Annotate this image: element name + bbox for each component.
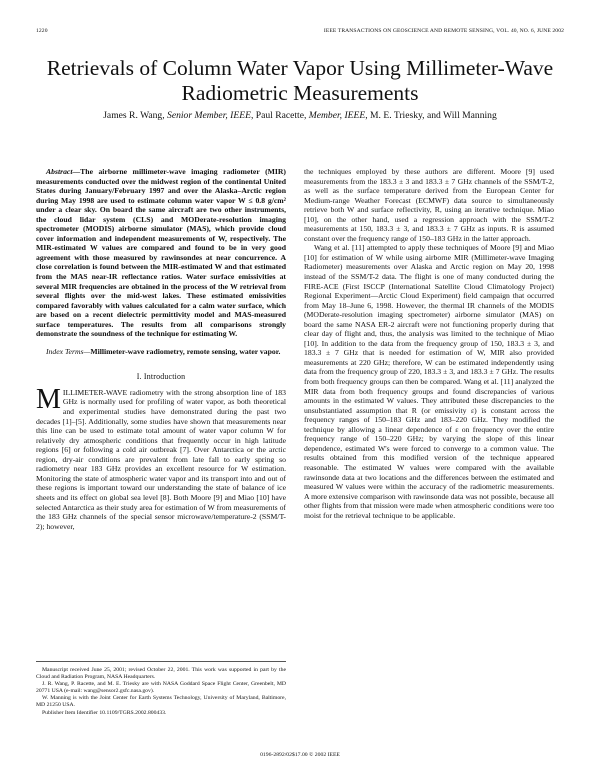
- index-terms-label: Index Terms—: [46, 346, 91, 356]
- section-heading-introduction: I. Introduction: [136, 372, 186, 382]
- footnote-affiliation-1: J. R. Wang, P. Racette, and M. E. Triesky are with NASA Goddard Space Flight Center, Greenbelt, MD 20771 USA (e-mail: wang@sensor2.gsfc.nasa.gov).: [36, 681, 286, 695]
- index-terms: [36, 347, 286, 357]
- paper-title: Retrievals of Column Water Vapor Using Millimeter-Wave Radiometric Measurements: [46, 56, 554, 105]
- intro-text: ILLIMETER-WAVE radiometry with the strong absorption line of 183 GHz is normally used for profiling of water vapor, as both theoretical and experimental studies have demonstrated during the past two decades [1]–[5]. Additionally, some studies have shown that measurements near this line can be used to estimate total amount of water vapor column W for relatively dry atmospheric conditions that frequently occur in high latitude regions [6] or following a cold air outbreak [7]. Over Antarctica or the arctic region, dry-air conditions are prevalent from late fall to early spring so radiometry near 183 GHz provides an excellent resource for W estimation. Monitoring the state of atmospheric water vapor and its transport into and out of these regions is important toward our understanding the state of balance of ice sheets and its effect on global sea level [8]. Both Moore [9] and Miao [10] have selected Antarctica as their study area for estimation of W from measurements of the 183 GHz channels of the special sensor microwave/temperature-2 (SSM/T-2); however,: [36, 387, 286, 531]
- running-header: [36, 28, 564, 35]
- footnote-affiliation-2: W. Manning is with the Joint Center for Earth Systems Technology, University of Maryland, Baltimore, MD 21250 USA.: [36, 695, 286, 709]
- abstract-text: The airborne millimeter-wave imaging radiometer (MIR) measurements conducted over the midwest region of the continental United States during January/February 1997 and over the Alaska–Arctic region during May 1998 are used to estimate column water vapor W ≤ 0.8 g/cm² under a clear sky. On board the same aircraft are two other instruments, the cloud lidar system (CLS) and MODerate-resolution imaging spectrometer (MODIS) airborne simulator (MAS), which provide cloud cover information and independent measurements of W, respectively. The MIR-estimated W values are compared and found to be in very good agreement with those measured by rawinsondes at near concurrence. A close correlation is found between the MIR-estimated W and that estimated from the MAS near-IR reflectance ratios. Water surface emissivities at several MIR frequencies are obtained in the process of the W retrieval from several flights over the mid-west lakes. These estimated emissivities compared favorably with values calculated for a calm water surface, which are based on a recent dielectric permittivity model and MAS-measured surface temperatures. The results from all comparisons strongly demonstrate the soundness of the technique for estimating W.: [36, 167, 286, 339]
- intro-paragraph: [36, 383, 286, 531]
- author-3: , M. E. Triesky, and Will Manning: [365, 110, 497, 121]
- footnote-publisher-id: Publisher Item Identifier 10.1109/TGRS.2002.800433.: [42, 709, 167, 716]
- author-1: James R. Wang,: [103, 110, 168, 121]
- drop-cap: M: [36, 383, 61, 415]
- author-2: , Paul Racette,: [250, 110, 309, 121]
- right-column: [304, 167, 554, 520]
- author-1-role: Senior Member, IEEE: [167, 110, 251, 121]
- left-column: [36, 167, 286, 531]
- footnotes: [36, 667, 286, 717]
- author-line: [36, 110, 564, 122]
- index-terms-text: Millimeter-wave radiometry, remote sensing, water vapor.: [90, 346, 281, 356]
- right-paragraph-1: the techniques employed by these authors are different. Moore [9] used measurements from the 183.3 ± 3 and 183.3 ± 7 GHz channels of the SSM/T-2, as well as the surface temperature derived from the European Center for Medium-range Weather Forecast (ECMWF) data source to simultaneously retrieve both W and surface reflectivity, R, using an iterative technique. Miao [10], on the other hand, used a regression approach with the SSM/T-2 measurements at 150, 183.3 ± 3, and 183.3 ± 7 GHz as inputs. R is assumed constant over the frequency range of 150–183 GHz in the latter approach.: [304, 167, 554, 243]
- journal-name: IEEE TRANSACTIONS ON GEOSCIENCE AND REMOTE SENSING, VOL. 40, NO. 6, JUNE 2002: [323, 28, 564, 34]
- abstract-label: Abstract—: [46, 167, 81, 176]
- abstract: [36, 167, 286, 339]
- author-2-role: Member, IEEE: [308, 110, 366, 121]
- page-number: 1220: [36, 28, 48, 34]
- right-paragraph-2: Wang et al. [11] attempted to apply these techniques of Moore [9] and Miao [10] for estimation of W while using airborne MIR (Millimeter-wave Imaging Radiometer) measurements over Alaska and Arctic region on May 20, 1998 instead of the SSM/T-2 data. The flight is one of many conducted during the FIRE-ACE (First ISCCP (International Satellite Cloud Climatology Project) Regional Experiment—Arctic Cloud Experiment) field campaign that occurred from May 18–June 6, 1998. However, the thermal IR channels of the MODIS (MODerate-resolution imaging spectrometer) airborne simulator (MAS) on board the same NASA ER-2 aircraft were not functioning properly during that clear day of flight and, thus, the analysis was limited to the technique of Miao [10]. In addition to the data from the frequency group of 150, 183.3 ± 3, and 183.3 ± 7 GHz that is needed for estimation of W, MIR also provided measurements at 220 GHz; therefore, W can be estimated independently using data from the frequency group of 220, 183.3 ± 3, and 183.3 ± 7 GHz. The results from both frequency groups can then be compared. Wang et al. [11] analyzed the MIR data from both frequency groups and found discrepancies of various amounts in the estimated W values. They attributed these discrepancies to the unsubstantiated assumption that R (or emissivity ε) is constant across the frequency ranges of 150–183 GHz and 183–220 GHz. They modified the technique by allowing a linear dependence of ε on frequency over the entire frequency range of 150–220 GHz; by varying the slope of this linear dependence, estimated W's were forced to converge to a common value. The results obtained from this modified version of the technique appeared reasonable. The estimated W values were compared with the available rawinsonde data at two locations and the differences between the estimated and measured W values were within the accuracy of the radiometric measurements. A more extensive comparison with rawinsonde data was not possible, because all other flights from that mission were made when atmospheric conditions were too moist for the retrieval technique to be applicable.: [304, 243, 554, 520]
- footnote-divider: [36, 661, 286, 662]
- copyright-line: 0196-2892/02$17.00 © 2002 IEEE: [260, 752, 340, 758]
- footnote-manuscript: Manuscript received June 25, 2001; revised October 22, 2001. This work was supported in part by the Cloud and Radiation Program, NASA Headquarters.: [36, 667, 286, 681]
